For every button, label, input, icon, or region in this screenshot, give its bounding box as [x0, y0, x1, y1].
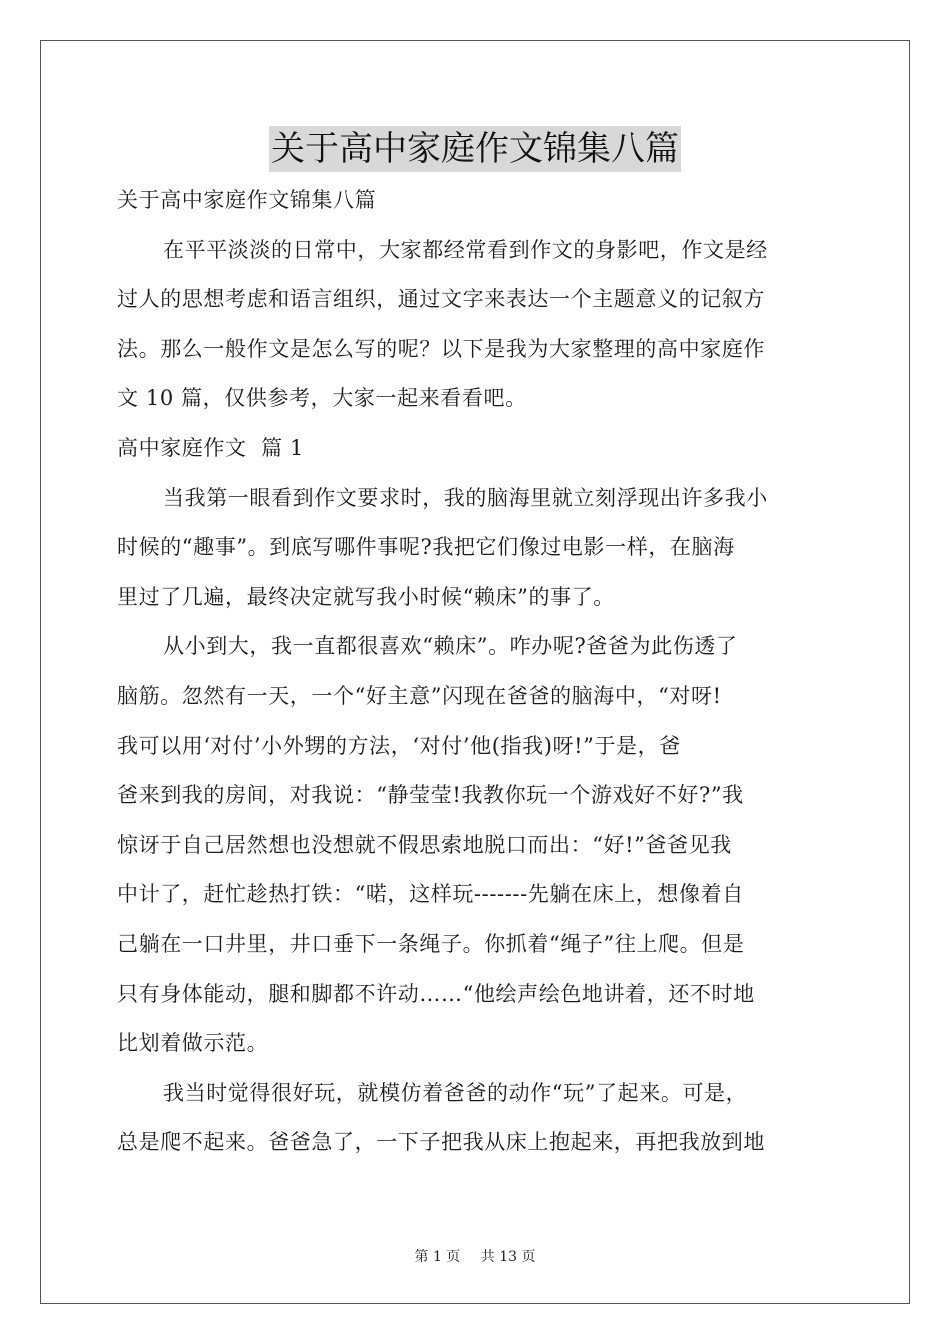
page-total: 共 13 页 — [480, 1249, 536, 1265]
text-line: 比划着做示范。 — [117, 1031, 269, 1056]
page-footer — [0, 1246, 950, 1266]
text-line: 总是爬不起来。爸爸急了，一下子把我从床上抱起来，再把我放到地 — [117, 1130, 765, 1155]
text-line: 过人的思想考虑和语言组织，通过文字来表达一个主题意义的记叙方 — [117, 287, 765, 312]
text-line: 爸来到我的房间，对我说：“静莹莹!我教你玩一个游戏好不好?”我 — [117, 783, 744, 808]
text-line: 关于高中家庭作文锦集八篇 — [117, 188, 377, 212]
text-line: 文 10 篇，仅供参考，大家一起来看看吧。 — [117, 386, 527, 411]
text-line: 己躺在一口井里，井口垂下一条绳子。你抓着“绳子”往上爬。但是 — [117, 931, 745, 956]
text-line: 我当时觉得很好玩，就模仿着爸爸的动作“玩”了起来。可是， — [163, 1080, 748, 1105]
text-line: 当我第一眼看到作文要求时，我的脑海里就立刻浮现出许多我小 — [163, 485, 768, 510]
text-line: 惊讶于自己居然想也没想就不假思索地脱口而出：“好!”爸爸见我 — [117, 832, 732, 857]
text-line: 脑筋。忽然有一天，一个“好主意”闪现在爸爸的脑海中，“对呀! — [117, 683, 722, 708]
text-line: 只有身体能动，腿和脚都不许动……“他绘声绘色地讲着，还不时地 — [117, 981, 755, 1006]
text-line: 中计了，赶忙趁热打铁：“喏，这样玩-------先躺在床上，想像着自 — [117, 882, 744, 907]
title-container — [0, 126, 950, 172]
text-line: 里过了几遍，最终决定就写我小时候“赖床”的事了。 — [117, 584, 615, 609]
text-line: 从小到大，我一直都很喜欢“赖床”。咋办呢?爸爸为此伤透了 — [163, 634, 738, 659]
text-line: 高中家庭作文 篇 1 — [117, 435, 304, 460]
page-number: 第 1 页 — [414, 1249, 461, 1265]
document-title: 关于高中家庭作文锦集八篇 — [269, 126, 681, 172]
text-line: 我可以用‘对付’小外甥的方法，‘对付’他(指我)呀!”于是，爸 — [117, 733, 681, 758]
text-line: 在平平淡淡的日常中，大家都经常看到作文的身影吧，作文是经 — [163, 237, 768, 262]
text-line: 时候的“趣事”。到底写哪件事呢?我把它们像过电影一样，在脑海 — [117, 535, 735, 560]
document-body — [117, 176, 837, 1168]
text-line: 法。那么一般作文是怎么写的呢？以下是我为大家整理的高中家庭作 — [117, 336, 765, 361]
